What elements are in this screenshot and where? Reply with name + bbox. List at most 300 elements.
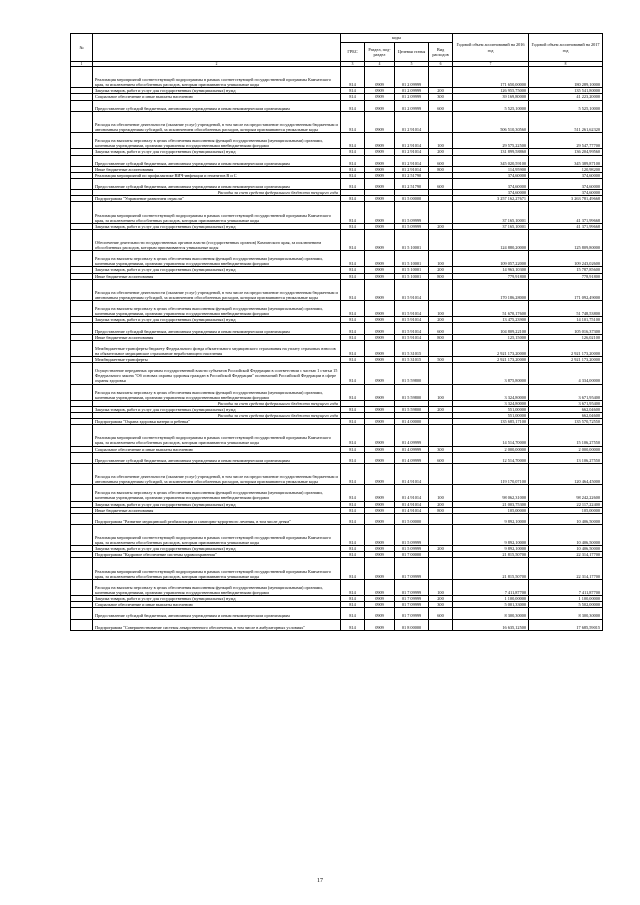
cell-grbs: 814 [341, 596, 365, 602]
cell-type [429, 111, 453, 132]
header-index: 1 [71, 62, 93, 67]
cell-target: 01 5 59800 [395, 363, 429, 384]
cell-name: Реализация мероприятий соответствующей подпрограммы в рамках соответствующей государственной программы Камчатского края, за исключением обособленных расходов, которым присваиваются уникальные коды [93, 202, 341, 223]
cell-2016: 9 892,10000 [453, 546, 529, 552]
cell-section: 0909 [365, 619, 395, 630]
cell-grbs: 814 [341, 357, 365, 363]
cell-name: Иные бюджетные ассигнования [93, 334, 341, 340]
cell-grbs: 814 [341, 323, 365, 334]
cell-type: 200 [429, 501, 453, 507]
header-grbs: ГРБС [341, 43, 365, 62]
header-index: 5 [395, 62, 429, 67]
cell-2017: 126,02100 [529, 334, 603, 340]
cell-2016: 51 670,17600 [453, 301, 529, 317]
cell-target: 01 4 09999 [395, 446, 429, 452]
cell-grbs: 814 [341, 100, 365, 111]
cell-2016: 119 170,07100 [453, 463, 529, 484]
cell-2017: 15 106,27550 [529, 425, 603, 446]
cell-2016: 105,00000 [453, 507, 529, 513]
cell-type: 200 [429, 596, 453, 602]
cell-2016: 98 062,31000 [453, 485, 529, 501]
cell-2016: 126 955,75000 [453, 88, 529, 94]
header-target: Целевая статья [395, 43, 429, 62]
cell-2016: 125,15000 [453, 334, 529, 340]
cell-target: 01 5 10001 [395, 273, 429, 279]
table-row [71, 229, 603, 250]
cell-type [429, 340, 453, 356]
cell-name: Закупка товаров, работ и услуг для государственных (муниципальных) нужд [93, 267, 341, 273]
cell-type: 200 [429, 149, 453, 155]
cell-2017: 120 464,45000 [529, 463, 603, 484]
page-number: 17 [317, 878, 323, 884]
cell-2017: 135 541,80000 [529, 88, 603, 94]
cell-target: 01 5 59800 [395, 406, 429, 412]
cell-type [429, 463, 453, 484]
cell-name: Межбюджетные трансферты [93, 357, 341, 363]
cell-grbs: 814 [341, 363, 365, 384]
cell-section: 0909 [365, 463, 395, 484]
cell-type: 200 [429, 88, 453, 94]
cell-section: 0909 [365, 384, 395, 400]
cell-2017: 3 671,95400 [529, 384, 603, 400]
cell-2017: 10 406,50000 [529, 546, 603, 552]
cell-2017: 14 101,75100 [529, 317, 603, 323]
cell-grbs: 814 [341, 485, 365, 501]
table-row [71, 452, 603, 463]
cell-grbs: 814 [341, 452, 365, 463]
cell-name: Социальное обеспечение и иные выплаты населению [93, 602, 341, 608]
cell-section: 0909 [365, 602, 395, 608]
cell-grbs: 814 [341, 155, 365, 166]
cell-type: 200 [429, 317, 453, 323]
cell-2017: 105 016,37300 [529, 323, 603, 334]
cell-target: 01 4 91014 [395, 507, 429, 513]
cell-grbs: 814 [341, 507, 365, 513]
cell-grbs: 814 [341, 558, 365, 579]
cell-2017: 135 570,72550 [529, 419, 603, 425]
cell-target: 01 5 10001 [395, 267, 429, 273]
cell-2017: 2 921 173,20000 [529, 340, 603, 356]
cell-2016: 8 300,30000 [453, 608, 529, 619]
cell-grbs: 814 [341, 524, 365, 545]
cell-section: 0909 [365, 608, 395, 619]
cell-2017: 13 106,27550 [529, 452, 603, 463]
cell-target: 01 7 09999 [395, 602, 429, 608]
header-section: Раздел, под-раздел [365, 43, 395, 62]
cell-section: 0909 [365, 513, 395, 524]
cell-type [429, 363, 453, 384]
cell-target: 01 4 09999 [395, 452, 429, 463]
cell-type [429, 558, 453, 579]
cell-type: 200 [429, 406, 453, 412]
cell-2016: 374,60000 [453, 172, 529, 178]
table-row [71, 155, 603, 166]
table-row [71, 202, 603, 223]
cell-2016: 2 921 173,20000 [453, 340, 529, 356]
cell-target: 01 5 91014 [395, 301, 429, 317]
cell-2017: 778,91800 [529, 273, 603, 279]
cell-target: 01 7 09999 [395, 558, 429, 579]
cell-n [71, 323, 93, 334]
cell-2017: 511 261,62320 [529, 111, 603, 132]
cell-target: 01 5 31015 [395, 357, 429, 363]
cell-name: Закупка товаров, работ и услуг для государственных (муниципальных) нужд [93, 223, 341, 229]
cell-name: Расходы на выплаты персоналу в целях обеспечения выполнения функций государственными (муниципальными) органами, казенными учреждениями, органами управления государственными внебюджетными фондами [93, 579, 341, 595]
cell-2017: 3 671,95400 [529, 400, 603, 406]
cell-2016: 39 169,80000 [453, 94, 529, 100]
cell-section: 0909 [365, 155, 395, 166]
cell-section: 0909 [365, 323, 395, 334]
cell-2017: 8 300,30000 [529, 608, 603, 619]
cell-name: Закупка товаров, работ и услуг для государственных (муниципальных) нужд [93, 88, 341, 94]
cell-2017: 120,98200 [529, 166, 603, 172]
cell-target: 01 5 59800 [395, 384, 429, 400]
cell-name: Предоставление субсидий бюджетным, автономным учреждениям и иным некоммерческим организациям [93, 452, 341, 463]
cell-n [71, 111, 93, 132]
cell-2017: 17 685,59015 [529, 619, 603, 630]
cell-section: 0909 [365, 363, 395, 384]
cell-2017: 15 787,85600 [529, 267, 603, 273]
cell-name: Предоставление субсидий бюджетным, автономным учреждениям и иным некоммерческим организациям [93, 178, 341, 189]
cell-2016: 3 324,80000 [453, 384, 529, 400]
cell-name: Расходы за счет средств федерального бюджета текущего года [93, 190, 341, 196]
cell-target: 01 5 00000 [395, 196, 429, 202]
cell-name: Закупка товаров, работ и услуг для государственных (муниципальных) нужд [93, 501, 341, 507]
cell-section: 0909 [365, 202, 395, 223]
cell-2016: 12 514,70000 [453, 452, 529, 463]
cell-n [71, 100, 93, 111]
cell-2016: 171 650,00000 [453, 67, 529, 88]
cell-grbs: 814 [341, 111, 365, 132]
cell-2017: 41 223,20000 [529, 94, 603, 100]
cell-target: 01 2 09999 [395, 88, 429, 94]
header-index: 7 [453, 62, 529, 67]
cell-name: Реализация мероприятий соответствующей подпрограммы в рамках соответствующей государственной программы Камчатского края, за исключением обособленных расходов, которым присваиваются уникальные коды [93, 558, 341, 579]
cell-2017: 2 000,00000 [529, 446, 603, 452]
cell-grbs: 814 [341, 602, 365, 608]
cell-section: 0909 [365, 133, 395, 149]
cell-section: 0909 [365, 546, 395, 552]
table-row [71, 111, 603, 132]
cell-type [429, 279, 453, 300]
cell-section: 0909 [365, 223, 395, 229]
cell-2016: 3 875,80000 [453, 363, 529, 384]
table-row [71, 558, 603, 579]
cell-type: 800 [429, 166, 453, 172]
cell-2016: 13 475,23900 [453, 317, 529, 323]
cell-type: 200 [429, 267, 453, 273]
cell-section: 0909 [365, 273, 395, 279]
cell-2017: 41 371,99668 [529, 223, 603, 229]
cell-section: 0909 [365, 596, 395, 602]
cell-target: 01 7 09999 [395, 596, 429, 602]
cell-2016: 21 815,50700 [453, 552, 529, 558]
cell-n [71, 133, 93, 149]
cell-2016: 29 575,22500 [453, 133, 529, 149]
cell-grbs: 814 [341, 172, 365, 178]
cell-name: Расходы на выплаты персоналу в целях обеспечения выполнения функций государственными (муниципальными) органами, казенными учреждениями, органами управления государственными внебюджетными фондами [93, 301, 341, 317]
table-body [71, 67, 603, 631]
header-index: 3 [341, 62, 365, 67]
table-row [71, 251, 603, 267]
cell-grbs: 814 [341, 94, 365, 100]
cell-section: 0909 [365, 501, 395, 507]
cell-2017: 51 748,53800 [529, 301, 603, 317]
cell-2017: 662,04600 [529, 406, 603, 412]
cell-section: 0909 [365, 558, 395, 579]
cell-target: 01 5 09999 [395, 223, 429, 229]
cell-target: 01 2 51790 [395, 172, 429, 178]
cell-name: Расходы за счет средств федерального бюджета текущего года [93, 412, 341, 418]
cell-2016: 170 186,28000 [453, 279, 529, 300]
cell-grbs: 814 [341, 273, 365, 279]
cell-type: 200 [429, 223, 453, 229]
cell-target: 01 2 91014 [395, 149, 429, 155]
header-row-top [71, 34, 603, 43]
cell-name: Подпрограмма "Развитие медицинской реабилитации и санаторно-курортного лечения, в том числе детям" [93, 513, 341, 524]
table-row [71, 463, 603, 484]
cell-grbs: 814 [341, 178, 365, 189]
cell-name: Подпрограмма "Охрана здоровья матери и ребенка" [93, 419, 341, 425]
cell-target: 01 4 00000 [395, 419, 429, 425]
cell-target: 01 5 09999 [395, 524, 429, 545]
cell-section: 0909 [365, 425, 395, 446]
table-row [71, 100, 603, 111]
cell-target: 01 5 10001 [395, 229, 429, 250]
cell-grbs: 814 [341, 251, 365, 267]
cell-n [71, 178, 93, 189]
cell-grbs: 814 [341, 166, 365, 172]
cell-type: 100 [429, 579, 453, 595]
cell-2017: 4 334,00000 [529, 363, 603, 384]
cell-target: 01 2 09999 [395, 67, 429, 88]
cell-2017: 374,60000 [529, 190, 603, 196]
cell-grbs: 814 [341, 196, 365, 202]
cell-section: 0909 [365, 317, 395, 323]
cell-section: 0909 [365, 406, 395, 412]
cell-name: Расходы на обеспечение деятельности (оказание услуг) учреждений, в том числе на предоставление государственным бюджетным и автономным учреждениям субсидий, за исключением обособленных расходов, которым присваиваются уникальные коды [93, 111, 341, 132]
cell-type: 100 [429, 133, 453, 149]
cell-grbs: 814 [341, 340, 365, 356]
header-2016: Годовой объем ассигнований на 2016 год [453, 34, 529, 62]
cell-grbs: 814 [341, 67, 365, 88]
cell-2016: 109 057,22000 [453, 251, 529, 267]
cell-section: 0909 [365, 419, 395, 425]
table-row [71, 608, 603, 619]
table-row [71, 279, 603, 300]
cell-2016: 551,00000 [453, 412, 529, 418]
cell-n [71, 425, 93, 446]
cell-grbs: 814 [341, 133, 365, 149]
cell-2016: 37 165,10001 [453, 223, 529, 229]
cell-type: 600 [429, 608, 453, 619]
cell-n [71, 513, 93, 524]
header-2017: Годовой объем ассигнований на 2017 год [529, 34, 603, 62]
cell-type: 600 [429, 323, 453, 334]
cell-grbs: 814 [341, 384, 365, 400]
cell-section: 0909 [365, 172, 395, 178]
cell-2017: 22 314,17700 [529, 552, 603, 558]
cell-2016: 551,00000 [453, 406, 529, 412]
cell-type [429, 229, 453, 250]
cell-section: 0909 [365, 251, 395, 267]
cell-name: Обеспечение деятельности государственных органов власти (государственных органов) Камчатского края, за исключением обособленных расходов, которым присваиваются уникальные коды [93, 229, 341, 250]
cell-n [71, 485, 93, 501]
cell-section: 0909 [365, 94, 395, 100]
cell-2017: 5 502,00000 [529, 602, 603, 608]
cell-grbs: 814 [341, 425, 365, 446]
cell-2017: 29 547,77700 [529, 133, 603, 149]
cell-n [71, 363, 93, 384]
cell-2016: 5 001,33000 [453, 602, 529, 608]
cell-name: Реализация мероприятий соответствующей подпрограммы в рамках соответствующей государственной программы Камчатского края, за исключением обособленных расходов, которым присваиваются уникальные коды [93, 524, 341, 545]
cell-target: 01 2 91014 [395, 111, 429, 132]
cell-target: 01 5 10001 [395, 251, 429, 267]
cell-name: Закупка товаров, работ и услуг для государственных (муниципальных) нужд [93, 149, 341, 155]
cell-target: 01 5 91014 [395, 334, 429, 340]
cell-name: Подпрограмма "Управление развитием отрасли" [93, 196, 341, 202]
cell-section: 0909 [365, 111, 395, 132]
cell-type: 800 [429, 273, 453, 279]
cell-n [71, 202, 93, 223]
cell-n [71, 619, 93, 630]
cell-type: 100 [429, 251, 453, 267]
cell-2016: 14 514,70000 [453, 425, 529, 446]
cell-2016: 124 880,20000 [453, 229, 529, 250]
cell-2017: 180 289,10000 [529, 67, 603, 88]
table-row [71, 67, 603, 88]
cell-target: 01 8 00000 [395, 619, 429, 630]
cell-name: Подпрограмма "Совершенствование системы лекарственного обеспечения, в том числе в амбулаторных условиях" [93, 619, 341, 630]
table-row [71, 301, 603, 317]
cell-2017: 105,00000 [529, 507, 603, 513]
header-index: 8 [529, 62, 603, 67]
cell-n [71, 229, 93, 250]
cell-section: 0909 [365, 267, 395, 273]
cell-type: 800 [429, 334, 453, 340]
cell-grbs: 814 [341, 88, 365, 94]
cell-type: 100 [429, 485, 453, 501]
cell-2016: 7 411,87700 [453, 579, 529, 595]
cell-2016: 9 892,10000 [453, 524, 529, 545]
cell-section: 0909 [365, 301, 395, 317]
cell-target: 01 7 09999 [395, 579, 429, 595]
header-codes-group: коды [341, 34, 453, 43]
cell-section: 0909 [365, 279, 395, 300]
cell-target: 01 2 09999 [395, 94, 429, 100]
cell-name: Реализация мероприятий соответствующей подпрограммы в рамках соответствующей государственной программы Камчатского края, за исключением обособленных расходов, которым присваиваются уникальные коды [93, 425, 341, 446]
cell-2016: 2 000,00000 [453, 446, 529, 452]
cell-target: 01 7 09999 [395, 608, 429, 619]
cell-2016: 21 003,75300 [453, 501, 529, 507]
cell-name: Предоставление субсидий бюджетным, автономным учреждениям и иным некоммерческим организациям [93, 608, 341, 619]
cell-2017: 345 389,87100 [529, 155, 603, 166]
table-row [71, 619, 603, 630]
cell-2016: 14 963,10300 [453, 267, 529, 273]
cell-target: 01 4 91014 [395, 501, 429, 507]
cell-2016: 37 165,10001 [453, 202, 529, 223]
cell-2017: 1 100,00000 [529, 596, 603, 602]
table-row [71, 579, 603, 595]
cell-2017: 109 243,02600 [529, 251, 603, 267]
cell-name: Расходы на обеспечение деятельности (оказание услуг) учреждений, в том числе на предоставление государственным бюджетным и автономным учреждениям субсидий, за исключением обособленных расходов, которым присваиваются уникальные коды [93, 279, 341, 300]
cell-section: 0909 [365, 149, 395, 155]
cell-target: 01 2 09999 [395, 100, 429, 111]
cell-name: Предоставление субсидий бюджетным, автономным учреждениям и иным некоммерческим организациям [93, 155, 341, 166]
cell-target: 01 4 09999 [395, 425, 429, 446]
cell-2016: 374,60000 [453, 178, 529, 189]
cell-section: 0909 [365, 507, 395, 513]
cell-grbs: 814 [341, 317, 365, 323]
cell-section: 0909 [365, 357, 395, 363]
cell-target: 01 5 91014 [395, 317, 429, 323]
cell-name: Межбюджетные трансферты бюджету Федерального фонда обязательного медицинского страхования на уплату страховых взносов на обязательное медицинское страхование неработающего населения [93, 340, 341, 356]
header-name [93, 34, 341, 62]
cell-target: 01 7 00000 [395, 552, 429, 558]
cell-name: Реализация мероприятий по профилактике ВИЧ-инфекции и гепатитов В и С [93, 172, 341, 178]
cell-2016: 9 892,10000 [453, 513, 529, 524]
cell-section: 0909 [365, 67, 395, 88]
cell-2016: 104 809,22100 [453, 323, 529, 334]
cell-name: Предоставление субсидий бюджетным, автономным учреждениям и иным некоммерческим организациям [93, 100, 341, 111]
cell-grbs: 814 [341, 619, 365, 630]
table-row [71, 323, 603, 334]
cell-name: Расходы за счет средств федерального бюджета текущего года [93, 400, 341, 406]
cell-n [71, 524, 93, 545]
cell-name: Иные бюджетные ассигнования [93, 166, 341, 172]
cell-2017: 2 921 173,20000 [529, 357, 603, 363]
cell-target: 01 5 91014 [395, 279, 429, 300]
cell-grbs: 814 [341, 446, 365, 452]
cell-type: 100 [429, 301, 453, 317]
cell-n [71, 155, 93, 166]
cell-section: 0909 [365, 100, 395, 111]
cell-type: 800 [429, 507, 453, 513]
cell-grbs: 814 [341, 279, 365, 300]
cell-n [71, 452, 93, 463]
cell-2017: 5 525,10000 [529, 100, 603, 111]
cell-target: 01 2 91014 [395, 155, 429, 166]
cell-type: 300 [429, 602, 453, 608]
cell-target: 01 4 91014 [395, 463, 429, 484]
cell-grbs: 814 [341, 552, 365, 558]
cell-type: 500 [429, 357, 453, 363]
cell-2017: 136 204,99560 [529, 149, 603, 155]
cell-grbs: 814 [341, 223, 365, 229]
cell-2016: 1 100,00000 [453, 596, 529, 602]
cell-2016: 3 257 162,27671 [453, 196, 529, 202]
cell-name: Закупка товаров, работ и услуг для государственных (муниципальных) нужд [93, 596, 341, 602]
cell-section: 0909 [365, 196, 395, 202]
cell-target: 01 5 91014 [395, 323, 429, 334]
cell-2016: 779,91800 [453, 273, 529, 279]
cell-type: 300 [429, 446, 453, 452]
cell-2017: 10 406,50000 [529, 513, 603, 524]
cell-2017: 22 314,17700 [529, 558, 603, 579]
cell-type [429, 524, 453, 545]
cell-type: 100 [429, 384, 453, 400]
cell-2017: 98 242,22600 [529, 485, 603, 501]
cell-grbs: 814 [341, 579, 365, 595]
cell-n [71, 279, 93, 300]
cell-grbs: 814 [341, 334, 365, 340]
cell-section: 0909 [365, 524, 395, 545]
cell-2017: 22 117,22400 [529, 501, 603, 507]
cell-grbs: 814 [341, 406, 365, 412]
cell-n [71, 463, 93, 484]
cell-2016: 16 635,12500 [453, 619, 529, 630]
header-index: 2 [93, 62, 341, 67]
